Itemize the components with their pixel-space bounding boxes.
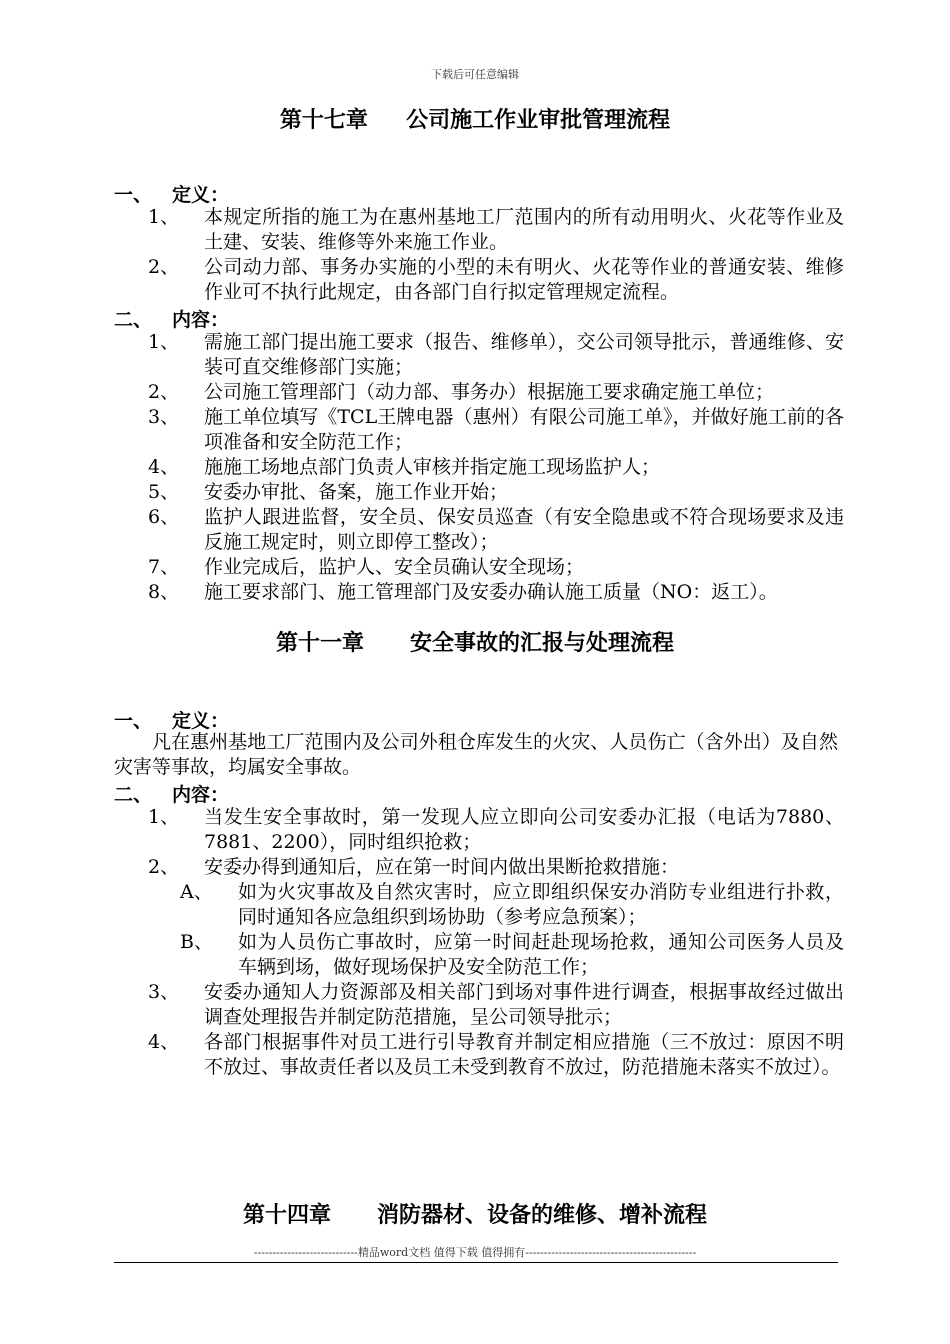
item-text: 当发生安全事故时，第一发现人应立即向公司安委办汇报（电话为7880、7881、2200），同时组织抢救； — [204, 806, 844, 853]
list-item — [114, 555, 844, 580]
item-number: A、 — [180, 881, 213, 903]
item-text: 需施工部门提出施工要求（报告、维修单），交公司领导批示，普通维修、安装可直交维修部门实施； — [204, 331, 844, 378]
item-number: 8、 — [148, 581, 180, 603]
section-label: 定义： — [172, 710, 230, 732]
sub-list-item — [114, 880, 844, 930]
item-number: 1、 — [148, 331, 180, 353]
item-text: 安委办通知人力资源部及相关部门到场对事件进行调查，根据事故经过做出调查处理报告并制定防范措施，呈公司领导批示； — [204, 981, 844, 1028]
sub-list-item — [114, 930, 844, 980]
list-item — [114, 255, 844, 305]
chapter-11-title: 第十一章 安全事故的汇报与处理流程 — [276, 630, 674, 656]
item-text: 安委办得到通知后，应在第一时间内做出果断抢救措施： — [204, 856, 680, 878]
item-number: 2、 — [148, 856, 180, 878]
item-text: 施施工场地点部门负责人审核并指定施工现场监护人； — [204, 456, 661, 478]
item-text: 如为火灾事故及自然灾害时，应立即组织保安办消防专业组进行扑救，同时通知各应急组织到场协助（参考应急预案）； — [238, 881, 844, 928]
chapter-14-title: 第十四章 消防器材、设备的维修、增补流程 — [243, 1202, 707, 1228]
section-label: 内容： — [172, 784, 230, 806]
list-item — [114, 480, 844, 505]
list-item — [114, 580, 844, 605]
section-number: 二、 — [114, 784, 153, 806]
section-content-heading — [114, 305, 229, 332]
item-number: 2、 — [148, 256, 180, 278]
list-item — [114, 330, 844, 380]
item-number: 5、 — [148, 481, 180, 503]
list-item — [114, 380, 844, 405]
item-text: 公司施工管理部门（动力部、事务办）根据施工要求确定施工单位； — [204, 381, 775, 403]
list-item — [114, 980, 844, 1030]
item-text: 各部门根据事件对员工进行引导教育并制定相应措施（三不放过：原因不明不放过、事故责任者以及员工未受到教育不放过，防范措施未落实不放过）。 — [204, 1031, 844, 1078]
list-item — [114, 405, 844, 455]
definition-paragraph: 凡在惠州基地工厂范围内及公司外租仓库发生的火灾、人员伤亡（含外出）及自然灾害等事故，均属安全事故。 — [114, 731, 838, 778]
chapter-17-title: 第十七章 公司施工作业审批管理流程 — [279, 107, 671, 133]
header-note: 下载后可任意编辑 — [431, 68, 519, 81]
list-item — [114, 855, 844, 880]
section-number: 一、 — [114, 710, 153, 732]
footer-divider — [114, 1262, 838, 1263]
item-number: 2、 — [148, 381, 180, 403]
section-definition-heading — [114, 706, 229, 733]
section-content-heading — [114, 780, 229, 807]
section-label: 定义： — [172, 184, 230, 206]
list-item — [114, 205, 844, 255]
item-text: 如为人员伤亡事故时，应第一时间赶赴现场抢救，通知公司医务人员及车辆到场，做好现场保护及安全防范工作； — [238, 931, 844, 978]
item-text: 作业完成后，监护人、安全员确认安全现场； — [204, 556, 585, 578]
section-number: 二、 — [114, 309, 153, 331]
list-item — [114, 805, 844, 855]
item-number: 3、 — [148, 406, 180, 428]
section-definition-heading — [114, 180, 229, 207]
section-number: 一、 — [114, 184, 153, 206]
section-label: 内容： — [172, 309, 230, 331]
item-number: 4、 — [148, 456, 180, 478]
item-number: 6、 — [148, 506, 180, 528]
item-text: 施工单位填写《TCL王牌电器（惠州）有限公司施工单》，并做好施工前的各项准备和安全防范工作； — [204, 406, 844, 453]
item-text: 公司动力部、事务办实施的小型的未有明火、火花等作业的普通安装、维修作业可不执行此规定，由各部门自行拟定管理规定流程。 — [204, 256, 844, 303]
item-number: 1、 — [148, 206, 180, 228]
item-number: 7、 — [148, 556, 180, 578]
item-number: B、 — [180, 931, 213, 953]
item-text: 监护人跟进监督，安全员、保安员巡查（有安全隐患或不符合现场要求及违反施工规定时，则立即停工整改）； — [204, 506, 844, 553]
item-text: 本规定所指的施工为在惠州基地工厂范围内的所有动用明火、火花等作业及土建、安装、维修等外来施工作业。 — [204, 206, 844, 253]
list-item — [114, 455, 844, 480]
item-number: 3、 — [148, 981, 180, 1003]
list-item — [114, 505, 844, 555]
footer-text: ----------------------------精品word文档 值得下载 值得拥有---------------------------------------------- — [253, 1246, 697, 1259]
item-text: 安委办审批、备案，施工作业开始； — [204, 481, 509, 503]
list-item — [114, 1030, 844, 1080]
item-number: 1、 — [148, 806, 180, 828]
item-number: 4、 — [148, 1031, 180, 1053]
item-text: 施工要求部门、施工管理部门及安委办确认施工质量（NO：返工）。 — [204, 581, 778, 603]
